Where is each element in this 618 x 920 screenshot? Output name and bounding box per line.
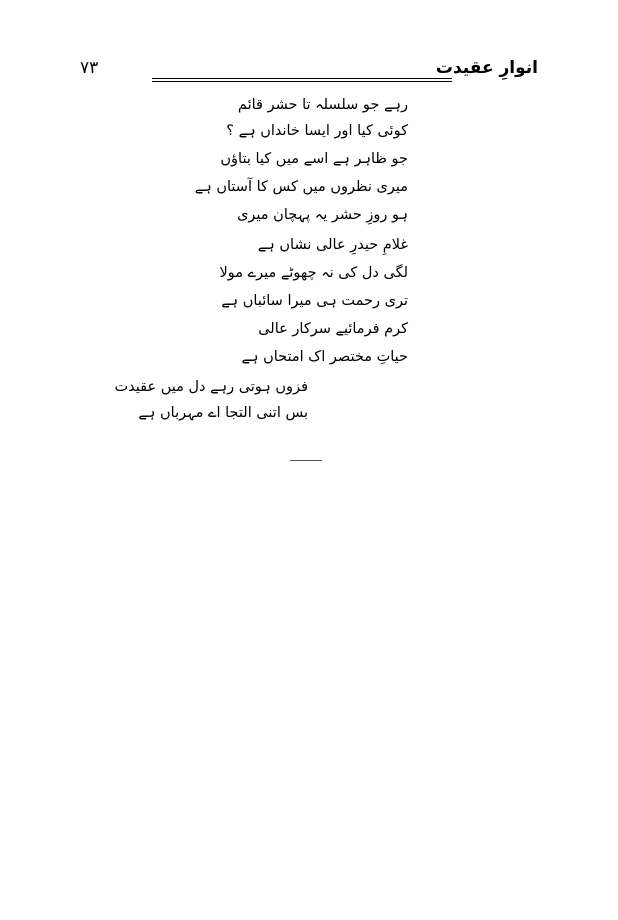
verse-line-8: تری رحمت ہی میرا سائباں ہے xyxy=(221,293,408,309)
verse-line-4: میری نظروں میں کس کا آستاں ہے xyxy=(194,179,408,195)
verse-line-3: جو ظاہر ہے اسے میں کیا بتاؤں xyxy=(220,151,408,167)
verse-line-10: حیاتِ مختصر اک امتحاں ہے xyxy=(241,349,408,365)
verse-line-6: غلامِ حیدرِ عالی نشاں ہے xyxy=(257,237,408,253)
end-rule xyxy=(290,460,322,461)
verse-line-7: لگی دل کی نہ چھوٹے میرے مولا xyxy=(219,265,408,281)
verse-line-11: فزوں ہوتی رہے دل میں عقیدت xyxy=(114,379,308,395)
verse-line-2: کوئی کیا اور ایسا خانداں ہے ؟ xyxy=(226,123,408,139)
verse-line-12: بس اتنی التجا اے مہرباں ہے xyxy=(138,405,308,421)
verse-line-1: رہے جو سلسلہ تا حشر قائم xyxy=(237,97,408,113)
page-number: ۷۳ xyxy=(80,58,99,78)
verse-line-9: کرم فرمائیے سرکار عالی xyxy=(258,321,408,337)
running-title: انوارِ عقیدت xyxy=(435,58,538,78)
verse-line-5: ہو روزِ حشر یہ پہچان میری xyxy=(237,207,408,223)
